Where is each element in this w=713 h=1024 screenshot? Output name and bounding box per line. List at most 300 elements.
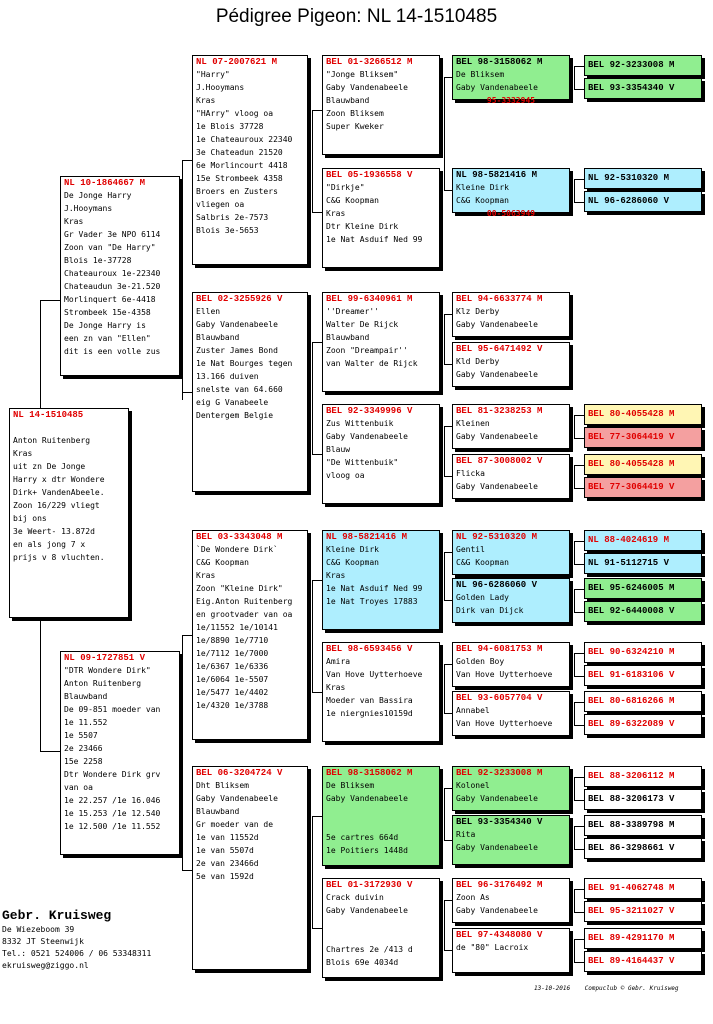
ring-number: BEL 02-3255926 V [196,294,283,304]
connector-line [444,552,445,601]
pigeon-info-line: De Bliksem [326,781,375,790]
pigeon-card-r21 [584,878,702,899]
connector-line [182,160,192,161]
pigeon-info-line: Gaby Vandenabeele [326,432,408,441]
ring-number: BEL 91-4062748 M [588,883,675,893]
pigeon-info-line: Amira [326,657,351,666]
ring-number: BEL 89-6322089 V [588,719,675,729]
pigeon-card-r6 [584,427,702,448]
pigeon-info-line: De Jonge Harry [64,191,132,200]
pigeon-info-line [323,818,439,831]
connector-line [182,392,192,393]
pigeon-card-g10 [452,691,570,736]
connector-line [444,664,445,714]
connector-line [574,66,584,67]
ring-number: BEL 93-6057704 V [456,693,543,703]
pigeon-info-line: "Dirkje" [326,183,365,192]
pigeon-info-line: Zus Wittenbuik [326,419,394,428]
pigeon-card-r15 [584,691,702,712]
connector-line [312,342,322,343]
pigeon-info-line: C&G Koopman [326,558,379,567]
connector-line [574,962,584,963]
ring-number: BEL 98-3158062 M [326,768,413,778]
pigeon-card-r9 [584,530,702,551]
ring-number: BEL 94-6633774 M [456,294,543,304]
pigeon-info-line: Super Kweker [326,122,384,131]
pigeon-info-line: Kolonel [456,781,490,790]
pigeon-info-line: 1e/6367 1e/6336 [196,662,269,671]
pigeon-card-r1 [584,55,702,76]
connector-line [40,300,60,301]
pigeon-info-line: 1e Nat Troyes 17883 [326,597,418,606]
ring-number: BEL 91-6183106 V [588,670,675,680]
pigeon-card-ff [192,55,308,265]
pigeon-info-line: snelste van 64.660 [196,385,283,394]
pigeon-info-line: Gentil [456,545,485,554]
ring-number: BEL 80-4055428 M [588,409,675,419]
pigeon-info-line: 5e cartres 664d [326,833,399,842]
pigeon-info-line: Gaby Vandenabeele [456,83,538,92]
connector-line [574,465,584,466]
ring-number: NL 14-1510485 [13,410,84,420]
pigeon-info-line: Kras [13,449,33,458]
pigeon-card-r18 [584,789,702,810]
pigeon-info-line: Klz Derby [456,307,500,316]
pigeon-info-line: 2e van 23466d [196,859,259,868]
pigeon-info-line: C&G Koopman [456,196,509,205]
pigeon-info-line: bij ons [13,514,47,523]
pigeon-info-line: 1e 5507 [64,731,98,740]
pigeon-info-line: Golden Boy [456,657,505,666]
pigeon-info-line: Kleine Dirk [456,183,509,192]
footer [534,985,679,992]
pigeon-info-line: Gaby Vandenabeele [456,320,538,329]
connector-line [574,541,584,542]
pigeon-card-r14 [584,665,702,686]
pigeon-info-line: 1e/7112 1e/7000 [196,649,269,658]
connector-line [574,939,584,940]
connector-line [180,276,183,277]
ring-number: BEL 86-3298661 V [588,843,675,853]
connector-line [574,564,584,565]
pigeon-info-line: 1e van 5507d [196,846,254,855]
pigeon-info-line: 1e Nat Asduif Ned 99 [326,584,423,593]
connector-line [574,415,575,438]
ring-number: BEL 05-1936558 V [326,170,413,180]
pigeon-card-fm [192,292,308,492]
pigeon-card-fmf [322,292,440,392]
ring-number: NL 92-5310320 M [456,532,538,542]
pigeon-info-line: Ellen [196,307,221,316]
pigeon-card-mfm [322,642,440,742]
pigeon-card-r13 [584,642,702,663]
pigeon-info-line: De Bliksem [456,70,505,79]
pigeon-info-line: van Walter de Rijck [326,359,418,368]
pigeon-info-line: uit zn De Jonge [13,462,86,471]
pigeon-info-line: Zoon "Kleine Dirk" [196,584,283,593]
connector-line [444,190,452,191]
pigeon-card-r24 [584,951,702,972]
ring-number: NL 07-2007621 M [196,57,278,67]
pigeon-card-g2 [452,168,570,218]
connector-line [574,179,584,180]
pigeon-info-line: Kras [196,96,216,105]
connector-line [574,653,575,676]
connector-line [444,314,452,315]
pigeon-info-line: Zuster James Bond [196,346,278,355]
pigeon-info-line: Morlinquert 6e-4418 [64,295,156,304]
pigeon-info-line: J.Hooymans [64,204,113,213]
pigeon-info-line [323,805,439,818]
pigeon-card-r17 [584,766,702,787]
pigeon-info-line: 1e 12.500 /1e 11.552 [64,822,161,831]
pigeon-info-line: Blauwband [196,807,240,816]
ring-number: BEL 97-4348080 V [456,930,543,940]
ring-number: BEL 77-3064419 V [588,482,675,492]
ring-number: BEL 81-3238253 M [456,406,543,416]
pigeon-info-line: Kras [196,571,216,580]
pigeon-info-line: C&G Koopman [456,558,509,567]
pigeon-info-line: Chateaudun 3e-21.520 [64,282,161,291]
connector-line [574,889,575,912]
connector-line [444,840,452,841]
pigeon-info-line: Blauwband [64,692,108,701]
pigeon-info-line: Blauwband [196,333,240,342]
connector-line [574,777,575,800]
pigeon-info-line: 1e/4320 1e/3788 [196,701,269,710]
pigeon-info-line: Kras [326,571,346,580]
connector-line [574,438,584,439]
connector-line [444,788,452,789]
pigeon-info-line: 1e van 11552d [196,833,259,842]
connector-line [574,912,584,913]
pigeon-info-line: en als jong 7 x [13,540,86,549]
pigeon-card-r23 [584,928,702,949]
footer-credit: Compuclub © Gebr. Kruisweg [584,985,679,992]
pigeon-info-line: vliegen oa [196,200,245,209]
pigeon-info-line: `De Wondere Dirk` [196,545,278,554]
pigeon-info-line: 15e Strombeek 4358 [196,174,283,183]
pigeon-info-line: Zoon "Dreampair'' [326,346,408,355]
pigeon-info-line: 1e 22.257 /1e 16.046 [64,796,161,805]
ring-number: BEL 93-3354340 V [456,817,543,827]
pigeon-info-line: Kleine Dirk [326,545,379,554]
pigeon-info-line [323,930,439,943]
pigeon-card-r20 [584,838,702,859]
breeder-address: De Wiezeboom 39 [2,925,75,934]
pigeon-card-mmf [322,766,440,866]
pigeon-card-r3 [584,168,702,189]
ring-number: BEL 95-6471492 V [456,344,543,354]
pigeon-card-mm [192,766,308,970]
connector-line [574,826,584,827]
pigeon-info-line: 1e Poitiers 1448d [326,846,408,855]
pigeon-info-line: Van Hove Uytterhoeve [456,719,553,728]
connector-line [444,713,452,714]
pigeon-info-line: Chartres 2e /413 d [326,945,413,954]
pigeon-info-line: 1e niergnies10159d [326,709,413,718]
page-title: Pédigree Pigeon: NL 14-1510485 [215,6,498,27]
pigeon-info-line: 5e van 1592d [196,872,254,881]
pigeon-info-line: Broers en Zusters [196,187,278,196]
pigeon-info-line: Dht Bliksem [196,781,249,790]
connector-line [574,725,584,726]
connector-line [312,110,313,213]
ring-number: BEL 89-4291170 M [588,933,675,943]
ring-number: BEL 89-4164437 V [588,956,675,966]
pigeon-info-line: Van Hove Uytterhoeve [456,670,553,679]
pigeon-card-g5 [452,404,570,449]
pigeon-info-line: 1e Nat Bourges tegen [196,359,293,368]
connector-line [312,928,322,929]
pigeon-info-line: Dtr Kleine Dirk [326,222,399,231]
pigeon-info-line: Gaby Vandenabeele [456,906,538,915]
pigeon-info-line: Harry x dtr Wondere [13,475,105,484]
connector-line [182,160,183,400]
ring-number: NL 98-5821416 M [326,532,408,542]
connector-line [444,314,445,365]
connector-line [574,66,575,89]
ring-number: BEL 98-3158062 M [456,57,543,67]
connector-line [312,212,322,213]
ring-number: BEL 77-3064419 V [588,432,675,442]
pigeon-info-line: Anton Ruitenberg [64,679,142,688]
pigeon-info-line: "Harry" [196,70,230,79]
pigeon-card-g6 [452,454,570,499]
connector-line [444,426,452,427]
pigeon-card-main [9,408,129,618]
pigeon-card-g1 [452,55,570,105]
pigeon-info-line: 1e Nat Asduif Ned 99 [326,235,423,244]
pigeon-info-line [323,917,439,930]
connector-line [312,816,322,817]
connector-line [312,110,322,111]
connector-line [444,552,452,553]
connector-line [444,77,452,78]
pigeon-card-mother [60,651,180,855]
connector-line [574,676,584,677]
pigeon-info-line: Zoon Bliksem [326,109,384,118]
connector-line [574,488,584,489]
ring-number: BEL 92-3233008 M [456,768,543,778]
ring-number: BEL 95-6246005 M [588,583,675,593]
connector-line [574,702,584,703]
pigeon-info-line: Zoon 16/229 vliegt [13,501,100,510]
connector-line [444,476,452,477]
pigeon-info-line: Gaby Vandenabeele [456,432,538,441]
pigeon-card-r19 [584,815,702,836]
pigeon-info-line: "Jonge Bliksem" [326,70,399,79]
pigeon-info-line: Blois 69e 4034d [326,958,399,967]
connector-line [40,618,41,751]
pigeon-card-g13 [452,878,570,923]
ring-number: BEL 01-3172930 V [326,880,413,890]
pigeon-info-line: Moeder van Bassira [326,696,413,705]
pigeon-card-g3 [452,292,570,337]
connector-line [180,753,183,754]
connector-line [574,702,575,725]
pigeon-info-line: Blauwband [326,333,370,342]
pigeon-info-line: prijs v 8 vluchten. [13,553,105,562]
connector-line [444,426,445,477]
pigeon-info-line: Dtr Wondere Dirk grv [64,770,161,779]
connector-line [312,816,313,929]
pigeon-info-line: Strombeek 15e-4358 [64,308,151,317]
connector-line [574,800,584,801]
ring-number: BEL 03-3343048 M [196,532,283,542]
pigeon-info-line: Dirk van Dijck [456,606,524,615]
pigeon-card-r2 [584,78,702,99]
connector-line [182,635,192,636]
connector-line [574,612,584,613]
connector-line [444,664,452,665]
pigeon-card-g4 [452,342,570,387]
pigeon-info-line: 1e Chateauroux 22340 [196,135,293,144]
pigeon-info-line: de "80" Lacroix [456,943,529,952]
connector-line [40,300,41,408]
ring-number: BEL 99-6340961 M [326,294,413,304]
pigeon-card-g14 [452,928,570,973]
pigeon-info-line: Gaby Vandenabeele [456,370,538,379]
connector-line [574,589,584,590]
pigeon-info-line: Walter De Rijck [326,320,399,329]
pigeon-info-line: ''Dreamer'' [326,307,379,316]
pigeon-card-fff [322,55,440,155]
pigeon-info-line: 6e Morlincourt 4418 [196,161,288,170]
pigeon-info-line: Gaby Vandenabeele [456,482,538,491]
ring-number: NL 98-5821416 M [456,170,538,180]
pigeon-info-line: van oa [64,783,93,792]
ring-number: BEL 88-3389798 M [588,820,675,830]
pigeon-info-line: Kld Derby [456,357,500,366]
ring-number: BEL 92-6440008 V [588,606,675,616]
connector-line [444,77,445,191]
ring-number: NL 92-5310320 M [588,173,670,183]
pigeon-info-line [10,421,128,434]
ring-number: BEL 06-3204724 V [196,768,283,778]
pigeon-card-g8 [452,578,570,623]
ring-number: BEL 88-3206112 M [588,771,675,781]
pigeon-card-father [60,176,180,376]
pigeon-info-line: een zn van "Ellen" [64,334,151,343]
pigeon-info-line: Dirk+ VandenAbeele. [13,488,105,497]
connector-line [312,692,322,693]
connector-line [444,600,452,601]
pigeon-info-line: Eig.Anton Ruitenberg [196,597,293,606]
pigeon-info-line: C&G Koopman [326,196,379,205]
connector-line [312,454,322,455]
pigeon-info-line: Gaby Vandenabeele [326,794,408,803]
ring-number: NL 91-5112715 V [588,558,670,568]
ring-number: NL 96-6286060 V [456,580,538,590]
pigeon-info-line: Gaby Vandenabeele [326,906,408,915]
ring-number: NL 09-1727851 V [64,653,146,663]
ring-number: BEL 92-3233008 M [588,60,675,70]
pigeon-info-line: 1e Blois 37728 [196,122,264,131]
breeder-name: Gebr. Kruisweg [2,908,112,923]
pigeon-info-line: dit is een volle zus [64,347,161,356]
pigeon-info-line: vloog oa [326,471,365,480]
ring-number: BEL 98-6593456 V [326,644,413,654]
pigeon-info-line: Blois 1e-37728 [64,256,132,265]
connector-line [312,580,313,693]
connector-line [444,900,445,951]
pigeon-info-line: Gr Vader 3e NPO 6114 [64,230,161,239]
pigeon-info-line: 1e/6064 1e-5507 [196,675,269,684]
breeder-city: 8332 JT Steenwijk [2,937,84,946]
pigeon-card-mf [192,530,308,740]
extra-ring-number: 95-3332945 [486,96,536,105]
extra-ring-number: 00-5063949 [486,209,536,218]
connector-line [444,950,452,951]
pigeon-info-line: 1e/8890 1e/7710 [196,636,269,645]
pigeon-info-line: eig G Vanabeele [196,398,269,407]
ring-number: BEL 01-3266512 M [326,57,413,67]
pigeon-card-g12 [452,815,570,865]
pigeon-info-line: Chateauroux 1e-22340 [64,269,161,278]
pigeon-info-line: Crack duivin [326,893,384,902]
pigeon-info-line: "DTR Wondere Dirk" [64,666,151,675]
pigeon-info-line: "HArry" vloog oa [196,109,274,118]
pigeon-info-line: 2e 23466 [64,744,103,753]
ring-number: BEL 87-3008002 V [456,456,543,466]
pigeon-card-g9 [452,642,570,687]
ring-number: BEL 88-3206173 V [588,794,675,804]
breeder-phone: Tel.: 0521 524006 / 06 53348311 [2,949,152,958]
pigeon-info-line: Gaby Vandenabeele [196,794,278,803]
connector-line [574,777,584,778]
connector-line [574,939,575,962]
ring-number: BEL 80-4055428 M [588,459,675,469]
pigeon-info-line: Zoon van "De Harry" [64,243,156,252]
pigeon-info-line: Zoon As [456,893,490,902]
pigeon-card-g11 [452,766,570,811]
pigeon-info-line: Gaby Vandenabeele [326,83,408,92]
pigeon-info-line: Flicka [456,469,485,478]
pigeon-card-r5 [584,404,702,425]
pigeon-info-line: 3e Chateadun 21520 [196,148,283,157]
pigeon-info-line: Dentergem Belgie [196,411,274,420]
footer-date: 13-10-2016 [534,985,571,992]
connector-line [444,364,452,365]
pigeon-info-line: J.Hooymans [196,83,245,92]
pigeon-info-line: "De Wittenbuik" [326,458,399,467]
connector-line [574,826,575,849]
pigeon-info-line: 1e/5477 1e/4402 [196,688,269,697]
pigeon-card-mff [322,530,440,630]
pigeon-card-r11 [584,578,702,599]
pigeon-info-line: Gr moeder van de [196,820,274,829]
connector-line [444,788,445,841]
ring-number: BEL 96-3176492 M [456,880,543,890]
pigeon-card-mmm [322,878,440,978]
pigeon-info-line: Van Hove Uytterhoeve [326,670,423,679]
connector-line [574,889,584,890]
pigeon-info-line: Salbris 2e-7573 [196,213,269,222]
pigeon-info-line: Kras [326,209,346,218]
pigeon-info-line: Blois 3e-5653 [196,226,259,235]
pigeon-info-line: 1e 15.253 /1e 12.540 [64,809,161,818]
pigeon-info-line: De Jonge Harry is [64,321,146,330]
pigeon-info-line: 15e 2258 [64,757,103,766]
pigeon-card-fmm [322,404,440,504]
pigeon-info-line: Golden Lady [456,593,509,602]
connector-line [574,202,584,203]
ring-number: BEL 93-3354340 V [588,83,675,93]
pigeon-info-line: 13.166 duiven [196,372,259,381]
connector-line [182,870,192,871]
pigeon-info-line: Kleinen [456,419,490,428]
